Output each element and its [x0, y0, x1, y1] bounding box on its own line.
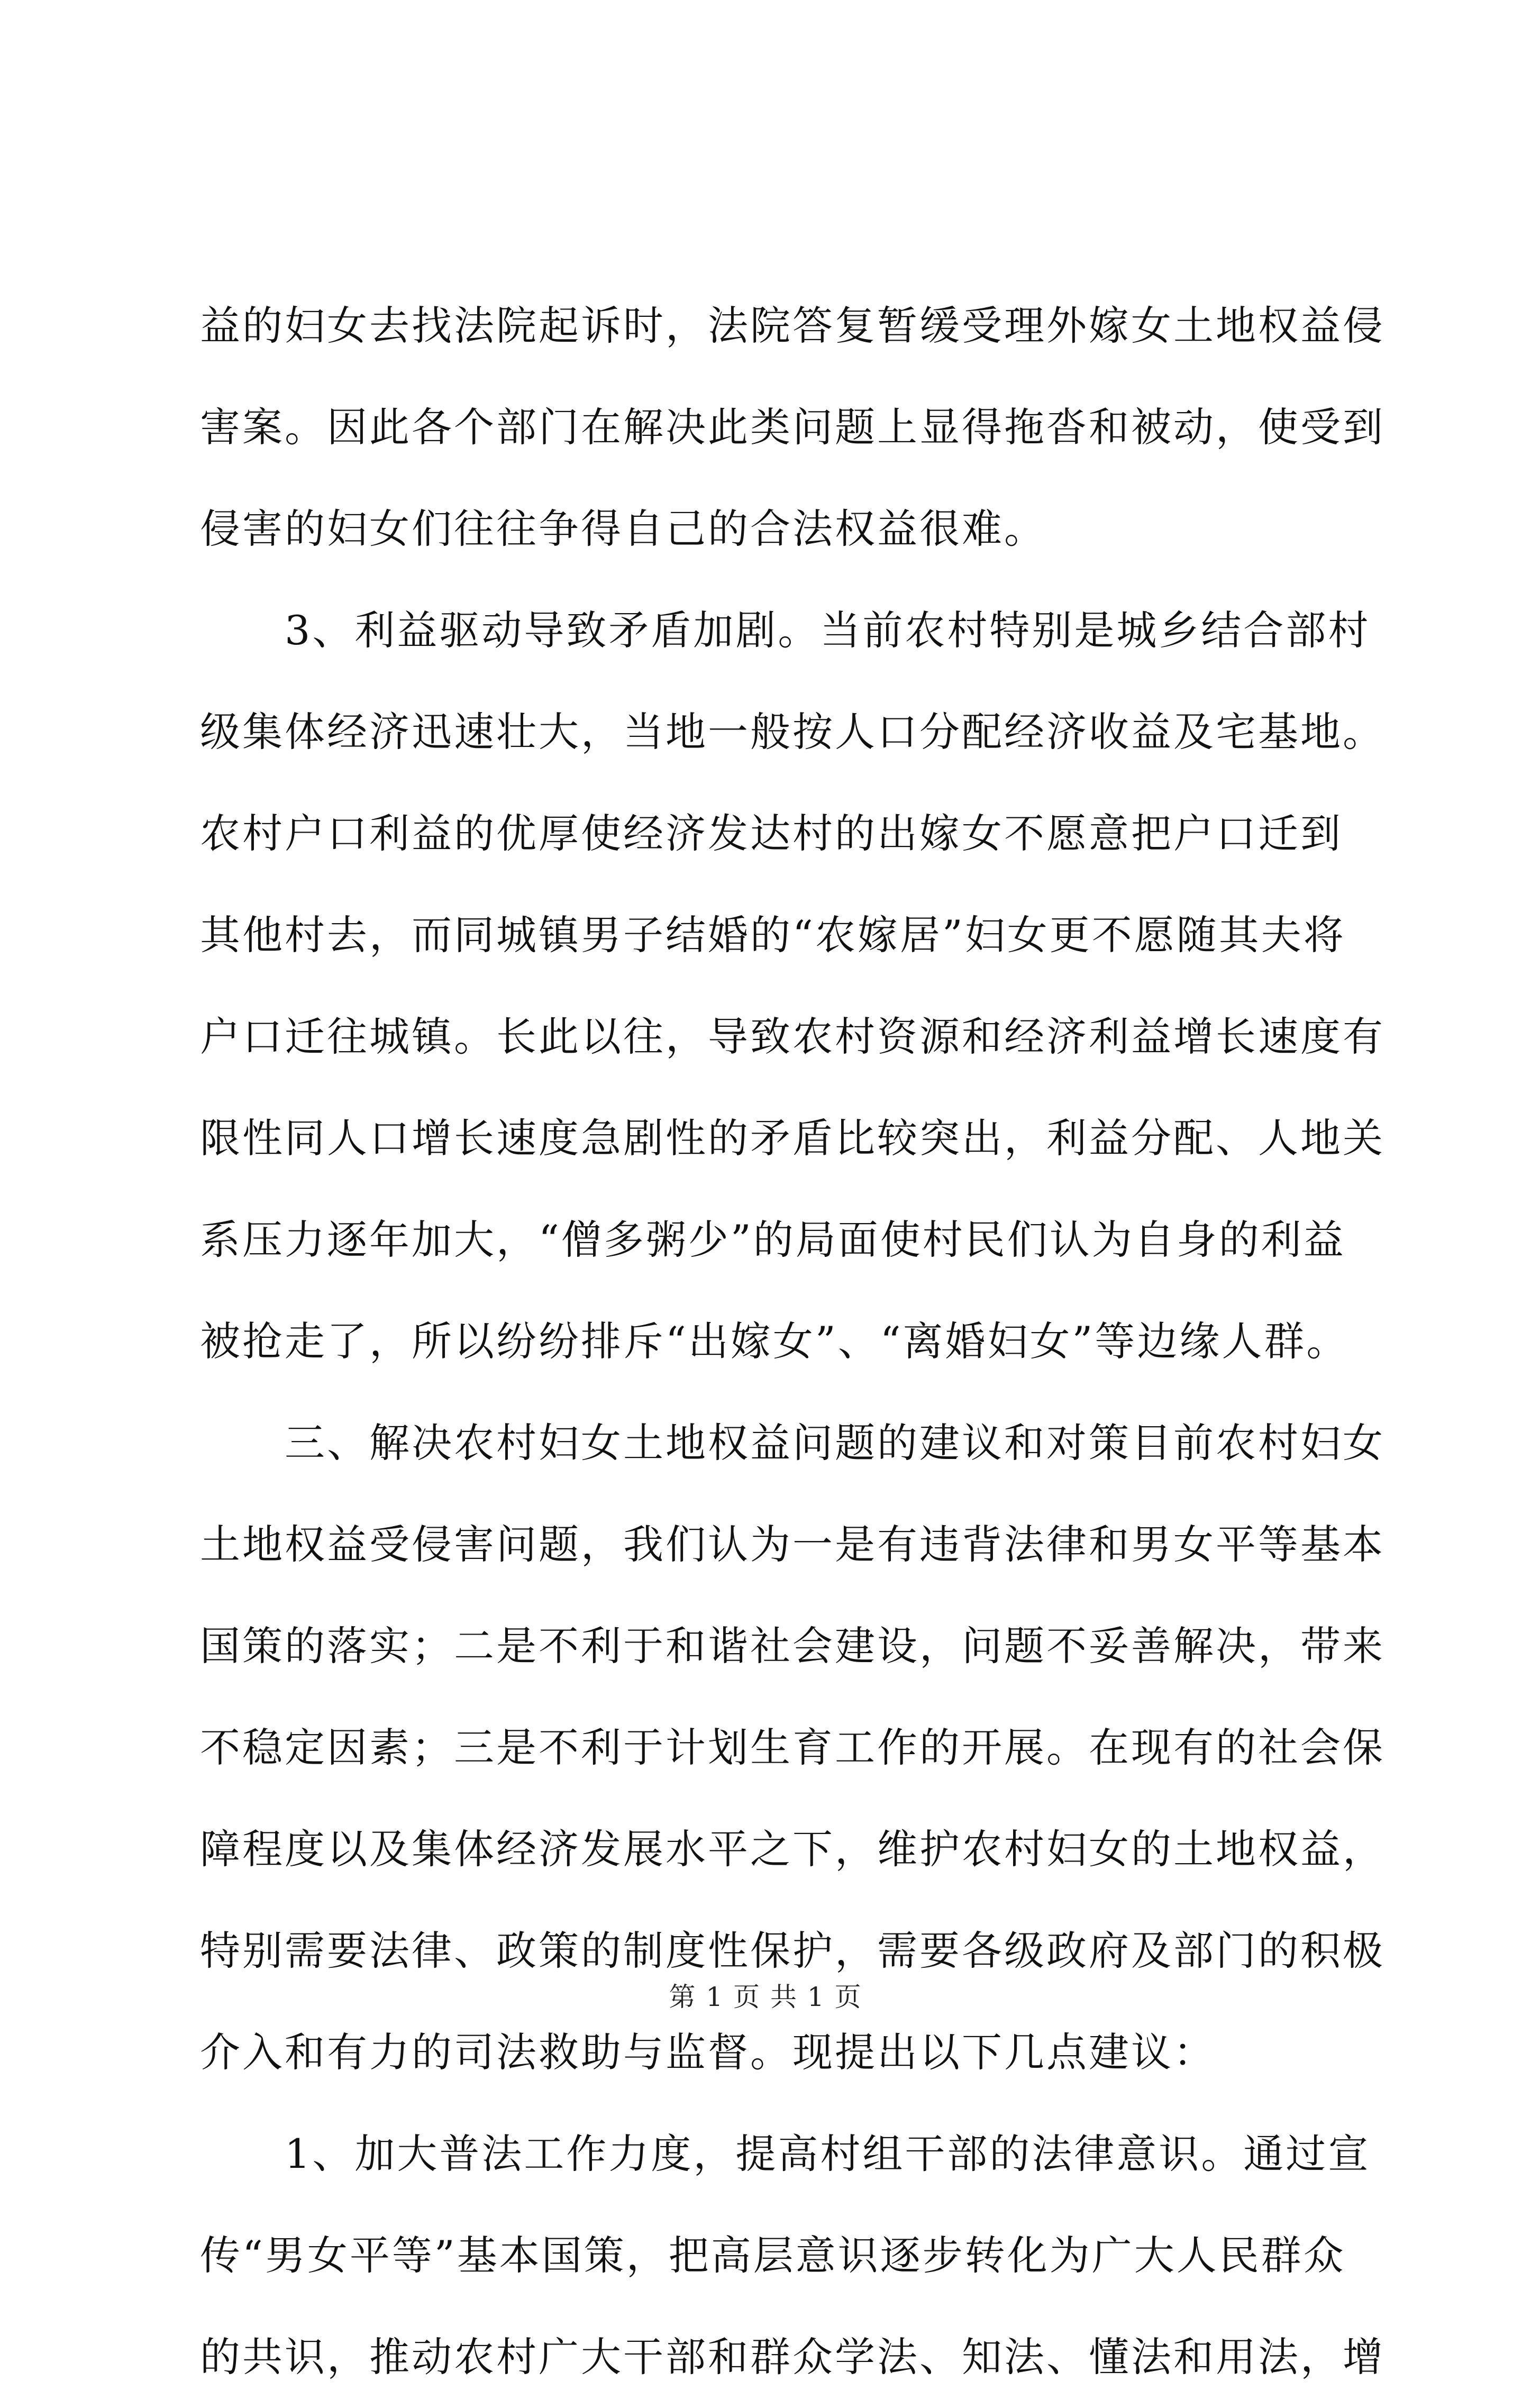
text-line: 被抢走了，所以纷纷排斥“出嫁女”、“离婚妇女”等边缘人群。 [200, 1318, 1349, 1365]
text-line: 三、解决农村妇女土地权益问题的建议和对策目前农村妇女 [200, 1419, 1385, 1466]
text-line: 户口迁往城镇。长此以往，导致农村资源和经济利益增长速度有 [200, 1013, 1385, 1060]
body-text [200, 275, 1385, 2408]
text-line: 传“男女平等”基本国策，把高层意识逐步转化为广大人民群众 [200, 2232, 1346, 2279]
page-footer [0, 1978, 1531, 2015]
text-line: 其他村去，而同城镇男子结婚的“农嫁居”妇女更不愿随其夫将 [200, 911, 1346, 959]
text-line: 的共识，推动农村广大干部和群众学法、知法、懂法和用法，增 [200, 2333, 1385, 2380]
text-line: 3、利益驱动导致矛盾加剧。当前农村特别是城乡结合部村 [200, 607, 1371, 654]
text-line: 益的妇女去找法院起诉时，法院答复暂缓受理外嫁女土地权益侵 [200, 302, 1385, 349]
text-line: 侵害的妇女们往往争得自己的合法权益很难。 [200, 505, 1046, 552]
text-line: 系压力逐年加大，“僧多粥少”的局面使村民们认为自身的利益 [200, 1216, 1346, 1263]
text-line: 不稳定因素；三是不利于计划生育工作的开展。在现有的社会保 [200, 1724, 1385, 1771]
text-line: 土地权益受侵害问题，我们认为一是有违背法律和男女平等基本 [200, 1521, 1385, 1568]
text-line: 特别需要法律、政策的制度性保护，需要各级政府及部门的积极 [200, 1927, 1385, 1974]
text-line: 介入和有力的司法救助与监督。现提出以下几点建议： [200, 2029, 1216, 2076]
text-line: 障程度以及集体经济发展水平之下，维护农村妇女的土地权益， [200, 1826, 1385, 1873]
text-line: 农村户口利益的优厚使经济发达村的出嫁女不愿意把户口迁到 [200, 810, 1343, 857]
text-line: 1、加大普法工作力度，提高村组干部的法律意识。通过宣 [200, 2130, 1371, 2177]
text-line: 国策的落实；二是不利于和谐社会建设，问题不妥善解决，带来 [200, 1622, 1385, 1670]
text-line: 限性同人口增长速度急剧性的矛盾比较突出，利益分配、人地关 [200, 1115, 1385, 1162]
page-number-label: 第 1 页 共 1 页 [669, 1982, 862, 2012]
text-line: 级集体经济迅速壮大，当地一般按人口分配经济收益及宅基地。 [200, 708, 1385, 755]
text-line: 害案。因此各个部门在解决此类问题上显得拖沓和被动，使受到 [200, 404, 1385, 451]
